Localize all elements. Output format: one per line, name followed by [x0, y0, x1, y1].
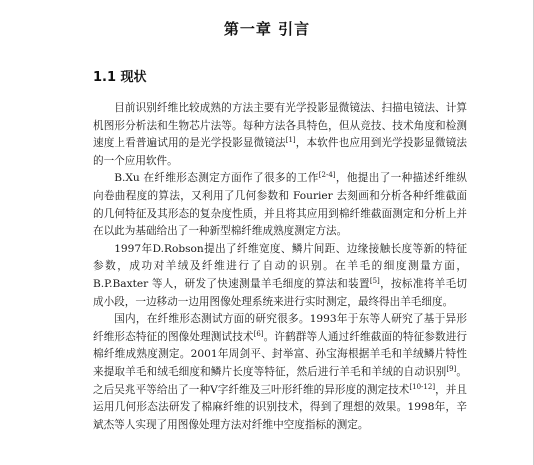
- text-run: ，他提出了一种描述纤维纵向卷曲程度的算法，又利用了几何参数和 Fourier 去刻画和分析各种纤维截面的几何特征及其形态的复杂度性质，并且将其应用到棉纤维截面测定和分析上并在以此为基础给出了一种新型棉纤维成熟度测定方法。: [93, 172, 467, 238]
- text-run: 。许鹤群等人通过纤维截面的特征参数进行棉纤维成熟度测定。2001年周剑平、封举富、孙宝海根据羊毛和羊绒鳞片特性来提取羊毛和绒毛细度和鳞片长度等特征，然后进行羊毛和羊绒的自动识别: [93, 330, 468, 378]
- text-run: ，本软件也应用到光学投影显微镜法的一个应用软件。: [93, 137, 468, 167]
- chapter-title: 第一章 引言: [223, 20, 311, 38]
- citation: [9]: [446, 364, 457, 373]
- citation: [6]: [253, 329, 264, 338]
- text-run: 国内，在纤维形态测试方面的研究很多。1993年于东等人研究了基于异形纤维形态特征的图像处理测试技术: [93, 313, 467, 343]
- text-run: B.Xu 在纤维形态测定方面作了很多的工作: [114, 172, 319, 185]
- text-run: ，按标准将羊毛切成小段，一边移动一边用图像处理系统来进行实时测定，最终得出羊毛细度。: [93, 277, 467, 308]
- body-text: [93, 100, 467, 434]
- citation: [5]: [369, 276, 380, 285]
- citation: [1]: [285, 136, 296, 145]
- paragraph-4: [93, 311, 467, 434]
- text-run: ，并且运用几何形态法研发了棉麻纤维的识别技术，得到了理想的效果。1998年，辛斌杰等人实现了用图像处理方法对纤维中空度指标的测定。: [93, 383, 467, 431]
- text-run: 1997年D.Robson提出了纤维宽度、鳞片间距、边缘接触长度等新的特征参数，成功对羊绒及纤维进行了自动的识别。在羊毛的细度测量方面，B.P.Baxter 等人，研发了快速测量羊毛细度的算法和装置: [93, 242, 467, 290]
- citation: [10-12]: [409, 382, 436, 391]
- citation: [2-4]: [318, 171, 336, 180]
- paragraph-3: [93, 241, 467, 311]
- text-run: 。之后吴兆平等给出了一种V字纤维及三叶形纤维的异形度的测定技术: [93, 365, 468, 396]
- text-run: 目前识别纤维比较成熟的方法主要有光学投影显微镜法、扫描电镜法、计算机图形分析法和生物芯片法等。每种方法各具特色，但从竞技、技术角度和检测速度上看普遍试用的是光学投影显微镜法: [93, 102, 467, 150]
- paragraph-1: [93, 100, 467, 170]
- section-title: 1.1 现状: [93, 70, 147, 85]
- paragraph-2: [93, 170, 467, 240]
